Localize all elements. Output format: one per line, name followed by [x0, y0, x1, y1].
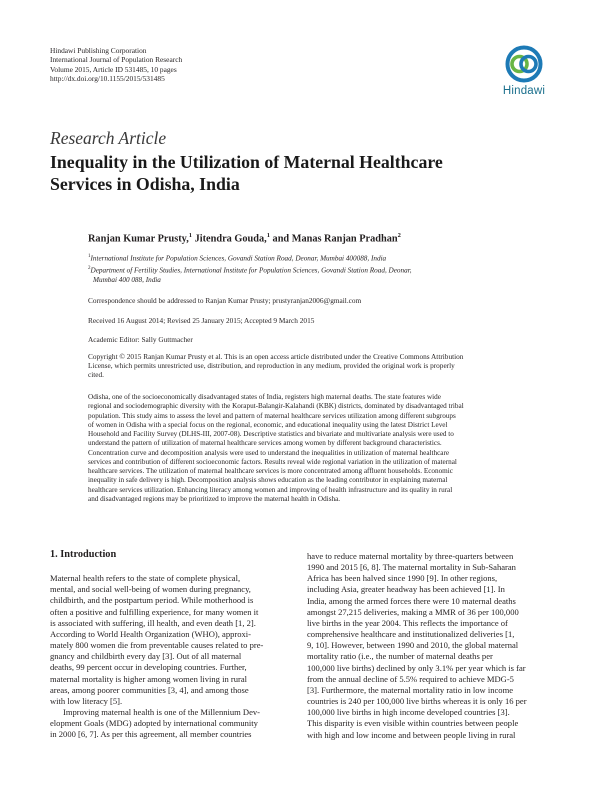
hindawi-wordmark: Hindawi: [502, 85, 546, 97]
publisher-name: Hindawi Publishing Corporation: [50, 46, 147, 55]
body-line: mortality ratio (i.e., the number of maternal deaths per: [307, 651, 493, 662]
body-line: 100,000 live births in high income developed countries [3].: [307, 707, 510, 718]
body-line: India, among the armed forces there were 10 maternal deaths: [307, 595, 516, 606]
author-name: and Manas Ranjan Pradhan: [269, 233, 398, 245]
affiliation-marker: 1: [266, 232, 270, 239]
body-line: areas, among poorer communities [3, 4], and among those: [50, 684, 249, 695]
abstract-line: understand the pattern of utilization of maternal healthcare services among women by different background characteristics.: [88, 439, 442, 448]
doi-link[interactable]: http://dx.doi.org/10.1155/2015/531485: [50, 74, 165, 84]
affiliation-marker: 2: [397, 232, 401, 239]
abstract-line: inequality in safe delivery is high. Decomposition analysis shows education as the leading contributor in explaining maternal: [88, 476, 448, 485]
body-line: Maternal health refers to the state of complete physical,: [50, 573, 241, 584]
body-line: elopment Goals (MDG) adopted by international community: [50, 718, 258, 729]
abstract-line: regional and sociodemographic diversity with the Koraput-Balangir-Kalahandi (KBK) districts, dominated by disadvantaged tribal: [88, 402, 464, 411]
body-line: According to World Health Organization (WHO), approxi-: [50, 628, 251, 639]
body-line: have to reduce maternal mortality by three-quarters between: [307, 551, 514, 561]
abstract-line: healthcare services. The utilization of maternal healthcare services is more concentrated among affluent households. Economic: [88, 467, 453, 475]
body-line: Improving maternal health is one of the Millennium Dev-: [63, 707, 261, 718]
body-line: with low literacy [5].: [50, 695, 123, 706]
volume-info: Volume 2015, Article ID 531485, 10 pages: [50, 64, 177, 74]
hindawi-rings-icon: [504, 44, 544, 84]
abstract-line: healthcare services utilization. Enhancing literacy among women and improving of health infrastructure and its quality in rural: [88, 485, 453, 494]
body-line: 100,000 live births) declined by only 3.1% per year which is far: [307, 662, 526, 673]
hindawi-logo: [498, 44, 550, 106]
body-line: mately 800 women die from preventable causes related to pre-: [50, 640, 264, 651]
body-line: comprehensive healthcare and institutionalized deliveries [1,: [307, 629, 515, 640]
copyright-line: Copyright © 2015 Ranjan Kumar Prusty et al. This is an open access article distributed under the Creative Commons Attribution: [88, 352, 464, 361]
body-line: childbirth, and the postpartum period. While motherhood is: [50, 595, 254, 606]
body-line: is associated with suffering, ill health, and even death [1, 2].: [50, 617, 256, 628]
body-line: [3]. Furthermore, the maternal mortality ratio in low income: [307, 684, 514, 695]
copyright-line: License, which permits unrestricted use, distribution, and reproduction in any medium, provided the original work is properly: [88, 361, 455, 371]
abstract-line: Concentration curve and decomposition analysis were used to understand the inequalities in utilization of maternal healthcare: [88, 448, 450, 457]
title-line: Services in Odisha, India: [50, 173, 240, 194]
correspondence: Correspondence should be addressed to Ranjan Kumar Prusty; prustyranjan2006@gmail.com: [88, 296, 362, 305]
affiliation-2: [88, 264, 550, 276]
body-line: This disparity is even visible within countries between people: [307, 718, 519, 729]
academic-editor: Academic Editor: Sally Guttmacher: [88, 335, 193, 344]
body-line: often a positive and fulfilling experience, for many women it: [50, 606, 259, 617]
abstract: [88, 393, 550, 504]
abstract-line: Household and Facility Survey (DLHS-III, 2007-08). Descriptive statistics and bivariate and multivariate analysis were used to: [88, 430, 454, 438]
body-line: in 2000 [6, 7]. As per this agreement, all member countries: [50, 729, 252, 740]
copyright-notice: [88, 352, 550, 380]
affiliation-text: Department of Fertility Studies, International Institute for Population Sciences, Govandi Station Road, Deonar,: [90, 266, 412, 275]
author-name: Ranjan Kumar Prusty,: [88, 233, 189, 245]
author-name: Jitendra Gouda,: [192, 233, 267, 245]
abstract-line: and disadvantaged regions may be prioritized to improve the maternal health in Odisha.: [88, 494, 341, 503]
affiliation-1: [88, 252, 550, 264]
body-line: Africa has been halved since 1990 [9]. In other regions,: [307, 573, 498, 584]
author-list: [88, 232, 401, 244]
title-line: Inequality in the Utilization of Maternal Healthcare: [50, 152, 443, 172]
copyright-line: cited.: [88, 370, 105, 380]
section-heading: 1. Introduction: [50, 549, 117, 560]
affiliation-marker: 2: [88, 266, 91, 272]
affiliation-text: International Institute for Population Sciences, Govandi Station Road, Deonar, Mumbai 400088, India: [90, 254, 387, 263]
affiliations: [88, 252, 550, 286]
body-line: 1990 and 2015 [6, 8]. The maternal mortality in Sub-Saharan: [307, 562, 516, 573]
article-dates: Received 16 August 2014; Revised 25 January 2015; Accepted 9 March 2015: [88, 316, 315, 325]
article-type: Research Article: [50, 128, 167, 148]
abstract-line: population. This study aims to assess the level and pattern of maternal healthcare services utilization among different subgroups: [88, 411, 456, 420]
body-line: mental, and social well-being of women during pregnancy,: [50, 584, 251, 595]
abstract-line: of women in Odisha with a special focus on the regional, economic, and educational inequality using the latest District Level: [88, 420, 448, 429]
affiliation-marker: 1: [88, 254, 91, 259]
body-column-left: [50, 549, 293, 741]
body-line: from the annual decline of 5.5% required to achieve MDG-5: [307, 673, 514, 684]
body-line: live births in the year 2004. This reflects the importance of: [307, 617, 508, 628]
body-column-right: [307, 551, 550, 741]
journal-info: [50, 46, 182, 84]
body-line: maternal mortality is higher among women living in rural: [50, 673, 248, 684]
body-line: amongst 27,215 deliveries, making a MMR of 36 per 100,000: [307, 606, 519, 617]
affiliation-2-cont: Mumbai 400 088, India: [93, 276, 161, 285]
body-line: 9, 10]. However, between 1990 and 2010, the global maternal: [307, 640, 519, 651]
body-line: with high and low income and between people living in rural: [307, 729, 516, 740]
abstract-line: services and contribution of different socioeconomic factors. Results reveal wide regional variation in the utilization of maternal: [88, 457, 457, 466]
body-line: countries is 240 per 100,000 live births whereas it is only 16 per: [307, 696, 527, 707]
affiliation-marker: 1: [188, 232, 193, 239]
journal-name: International Journal of Population Research: [50, 55, 183, 65]
abstract-line: Odisha, one of the socioeconomically disadvantaged states of India, registers high maternal deaths. The state features wide: [88, 393, 441, 401]
body-line: including Asia, greater headway has been achieved [1]. In: [307, 584, 505, 595]
article-title: [50, 152, 550, 195]
body-line: gnancy and childbirth every day [3]. Out of all maternal: [50, 651, 242, 662]
body-line: deaths, 99 percent occur in developing countries. Further,: [50, 662, 247, 673]
